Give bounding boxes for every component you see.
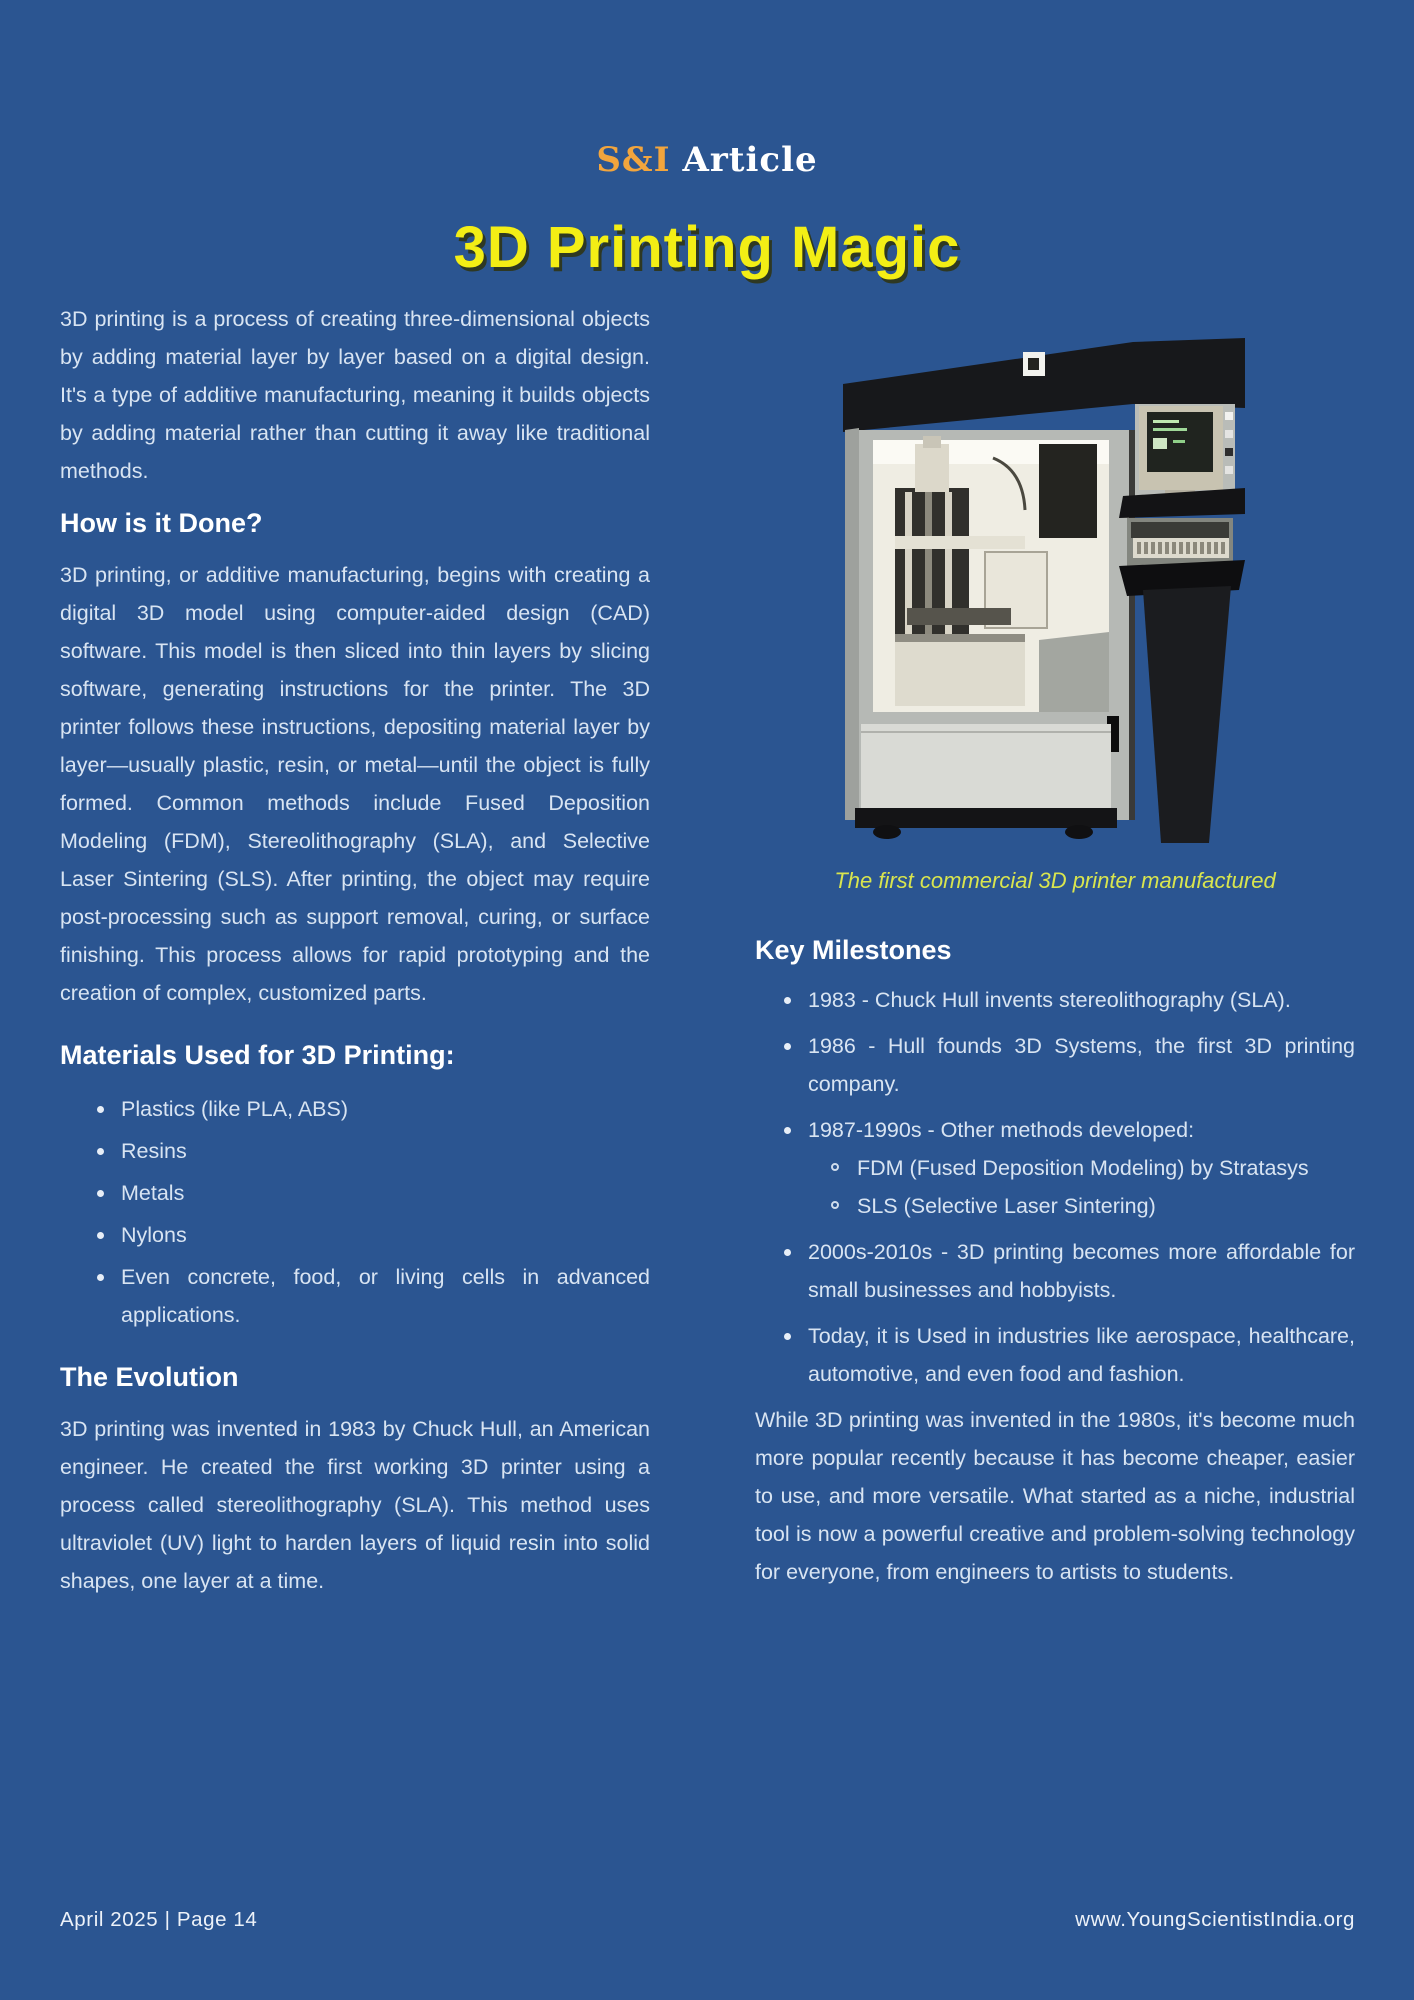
milestone-text: Today, it is Used in industries like aerospace, healthcare, automotive, and even food and fashion. — [808, 1324, 1355, 1386]
list-item: Resins — [121, 1132, 650, 1170]
photo-caption: The first commercial 3D printer manufactured — [834, 868, 1276, 893]
closing-paragraph: While 3D printing was invented in the 1980s, it's become much more popular recently because it has become cheaper, easier to use, and more versatile. What started as a niche, industrial tool is now a powerful creative and problem-solving technology for everyone, from engineers to artists to students. — [755, 1408, 1355, 1584]
list-item — [808, 1111, 1355, 1225]
footer-date-page: April 2025 | Page 14 — [60, 1908, 258, 1931]
list-item: Plastics (like PLA, ABS) — [121, 1090, 650, 1128]
how-paragraph: 3D printing, or additive manufacturing, begins with creating a digital 3D model using computer-aided design (CAD) software. This model is then sliced into thin layers by slicing software, generating instructions for the printer. The 3D printer follows these instructions, depositing material layer by layer—usually plastic, resin, or metal—until the object is fully formed. Common methods include Fused Deposition Modeling (FDM), Stereolithography (SLA), and Selective Laser Sintering (SLS). After printing, the object may require post-processing such as support removal, curing, or surface finishing. This process allows for rapid prototyping and the creation of complex, customized parts. — [60, 563, 650, 1005]
milestone-text: 1986 - Hull founds 3D Systems, the first 3D printing company. — [808, 1034, 1355, 1096]
section-heading-evolution: The Evolution — [60, 1362, 239, 1392]
section-heading-materials: Materials Used for 3D Printing: — [60, 1040, 455, 1070]
milestones-list — [755, 981, 1355, 1393]
list-item — [808, 1027, 1355, 1103]
printer-photo — [843, 338, 1245, 843]
materials-list — [60, 1090, 650, 1334]
page-footer — [60, 1908, 1355, 1932]
brand-label: S&I — [596, 140, 671, 180]
list-item: Nylons — [121, 1216, 650, 1254]
list-item: Metals — [121, 1174, 650, 1212]
section-heading-milestones: Key Milestones — [755, 935, 952, 965]
intro-paragraph: 3D printing is a process of creating three-dimensional objects by adding material layer by layer based on a digital design. It's a type of additive manufacturing, meaning it builds objects by adding material rather than cutting it away like traditional methods. — [60, 307, 650, 483]
list-item — [808, 981, 1355, 1019]
right-column — [755, 300, 1355, 1600]
section-heading-how: How is it Done? — [60, 508, 263, 538]
kicker-label: Article — [682, 140, 818, 180]
list-item: SLS (Selective Laser Sintering) — [857, 1187, 1355, 1225]
milestone-sublist — [808, 1149, 1355, 1225]
list-item: Even concrete, food, or living cells in advanced applications. — [121, 1258, 650, 1334]
left-column — [60, 300, 650, 1600]
list-item: FDM (Fused Deposition Modeling) by Stratasys — [857, 1149, 1355, 1187]
milestone-text: 2000s-2010s - 3D printing becomes more affordable for small businesses and hobbyists. — [808, 1240, 1355, 1302]
list-item — [808, 1317, 1355, 1393]
list-item — [808, 1233, 1355, 1309]
printer-illustration — [843, 338, 1245, 843]
kicker — [0, 140, 1414, 180]
page-title: 3D Printing Magic — [453, 215, 961, 280]
evolution-paragraph: 3D printing was invented in 1983 by Chuck Hull, an American engineer. He created the first working 3D printer using a process called stereolithography (SLA). This method uses ultraviolet (UV) light to harden layers of liquid resin into solid shapes, one layer at a time. — [60, 1417, 650, 1593]
milestone-text: 1987-1990s - Other methods developed: — [808, 1118, 1195, 1142]
content-columns — [60, 300, 1355, 1600]
footer-website: www.YoungScientistIndia.org — [1075, 1908, 1355, 1931]
milestone-text: 1983 - Chuck Hull invents stereolithography (SLA). — [808, 988, 1291, 1012]
